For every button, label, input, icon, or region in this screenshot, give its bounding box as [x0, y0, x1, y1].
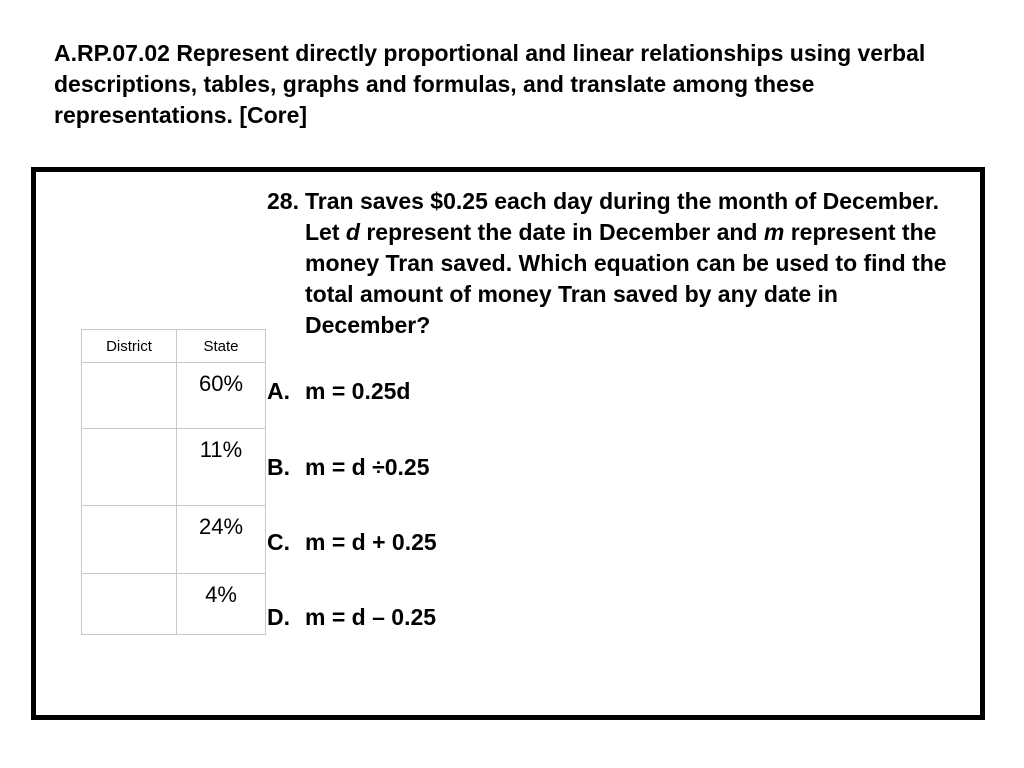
table-header-row — [82, 330, 266, 363]
choice-c[interactable] — [267, 527, 437, 558]
choice-text: m = d – 0.25 — [305, 604, 437, 630]
question-text-part: represent the date in December and — [359, 219, 764, 245]
table-row — [82, 363, 266, 429]
question-number: 28. — [267, 188, 299, 214]
results-table — [81, 329, 266, 635]
table-row — [82, 506, 266, 574]
state-cell: 24% — [177, 506, 266, 574]
choice-b[interactable] — [267, 452, 430, 483]
variable-d: d — [345, 219, 360, 245]
column-header-district: District — [82, 330, 177, 363]
state-cell: 60% — [177, 363, 266, 429]
choice-a[interactable] — [267, 376, 410, 407]
choice-text: m = d ÷0.25 — [305, 454, 430, 480]
state-cell: 4% — [177, 574, 266, 635]
variable-m: m — [763, 219, 785, 245]
table-row — [82, 574, 266, 635]
choice-text: m = 0.25d — [305, 378, 411, 404]
district-cell — [82, 574, 177, 635]
choice-d[interactable] — [267, 602, 436, 633]
question-text-part: represent the money Tran saved. Which equation can be used to find the total amount of money Tran saved by any date in December? — [305, 219, 947, 338]
choice-letter: C. — [267, 529, 290, 555]
choice-text: m = d + 0.25 — [305, 529, 437, 555]
choice-letter: A. — [267, 378, 290, 404]
standard-heading: A.RP.07.02 Represent directly proportional and linear relationships using verbal descriptions, tables, graphs and formulas, and translate among these representations. [Core] — [54, 40, 926, 128]
state-cell: 11% — [177, 429, 266, 506]
district-cell — [82, 363, 177, 429]
choice-letter: D. — [267, 604, 290, 630]
question-text-part: Tran saves $0.25 each day during the month of December. Let — [305, 188, 940, 245]
question-28 — [267, 186, 947, 341]
question-frame — [31, 167, 985, 720]
question-text — [305, 186, 947, 341]
district-cell — [82, 506, 177, 574]
column-header-state: State — [177, 330, 266, 363]
choice-letter: B. — [267, 454, 290, 480]
district-cell — [82, 429, 177, 506]
table-row — [82, 429, 266, 506]
